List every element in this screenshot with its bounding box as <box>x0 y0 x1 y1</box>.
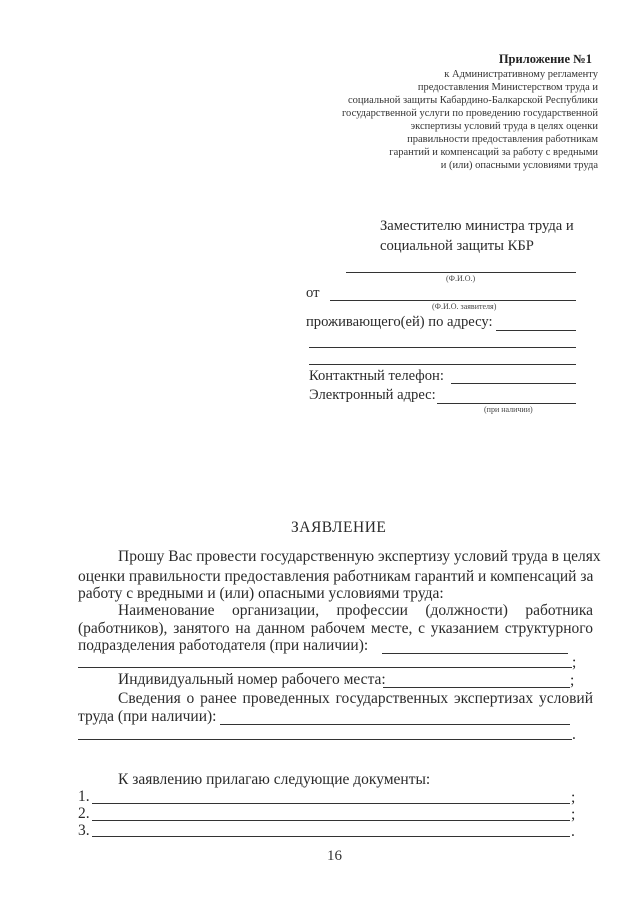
document-field-line <box>92 803 570 804</box>
appendix-line: предоставления Министерством труда и <box>417 82 598 93</box>
previous-expertise-line: Сведения о ранее проведенных государственных экспертизах условий <box>118 690 593 707</box>
address-field-line <box>496 330 576 331</box>
document-end-mark: . <box>571 823 575 840</box>
fio-field-line <box>346 272 576 273</box>
fio-caption: (Ф.И.О.) <box>446 274 476 283</box>
email-label: Электронный адрес: <box>309 387 436 403</box>
phone-field-line <box>451 383 576 384</box>
address-field-line <box>309 347 576 348</box>
document-field-line <box>92 836 570 837</box>
appendix-line: государственной услуги по проведению государственной <box>342 108 598 119</box>
phone-label: Контактный телефон: <box>309 368 444 384</box>
statement-title: ЗАЯВЛЕНИЕ <box>291 519 387 536</box>
organization-field-line <box>382 653 568 654</box>
appendix-line: экспертизы условий труда в целях оценки <box>410 121 598 132</box>
document-number: 2. <box>78 805 90 822</box>
document-number: 3. <box>78 822 90 839</box>
appendix-line: к Административному регламенту <box>444 69 598 80</box>
request-paragraph-line: Прошу Вас провести государственную экспертизу условий труда в целях <box>118 548 601 565</box>
appendix-line: и (или) опасными условиями труда <box>440 160 598 171</box>
appendix-line: гарантий и компенсаций за работу с вредными <box>389 147 598 158</box>
email-optional-caption: (при наличии) <box>484 405 533 414</box>
document-number: 1. <box>78 788 90 805</box>
previous-expertise-field-line <box>78 739 572 740</box>
document-end-mark: ; <box>571 806 576 823</box>
organization-paragraph-line: подразделения работодателя (при наличии): <box>78 637 369 654</box>
workplace-semicolon: ; <box>570 672 575 689</box>
previous-expertise-line: труда (при наличии): <box>78 708 217 725</box>
applicant-caption: (Ф.И.О. заявителя) <box>432 302 497 311</box>
workplace-number-field-line <box>383 687 570 688</box>
workplace-number-label: Индивидуальный номер рабочего места: <box>118 671 386 688</box>
email-field-line <box>437 403 576 404</box>
organization-field-line <box>78 667 572 668</box>
address-label: проживающего(ей) по адресу: <box>306 314 493 330</box>
organization-paragraph-line: (работников), занятого на данном рабочем месте, с указанием структурного <box>78 620 593 637</box>
page-number: 16 <box>327 848 342 864</box>
document-end-mark: ; <box>571 789 576 806</box>
applicant-field-line <box>330 300 576 301</box>
from-label: от <box>306 285 320 301</box>
attached-documents-label: К заявлению прилагаю следующие документы: <box>118 771 431 788</box>
appendix-line: социальной защиты Кабардино-Балкарской Республики <box>347 95 598 106</box>
previous-expertise-period: . <box>572 726 576 743</box>
appendix-line: правильности предоставления работникам <box>407 134 598 145</box>
request-paragraph-line: оценки правильности предоставления работникам гарантий и компенсаций за <box>78 568 594 585</box>
addressee-line: Заместителю министра труда и <box>380 218 574 234</box>
request-paragraph-line: работу с вредными и (или) опасными условиями труда: <box>78 585 444 602</box>
address-field-line <box>309 364 576 365</box>
document-field-line <box>92 820 570 821</box>
previous-expertise-field-line <box>220 724 570 725</box>
organization-paragraph-line: Наименование организации, профессии (должности) работника <box>118 602 593 619</box>
organization-semicolon: ; <box>572 654 577 671</box>
addressee-line: социальной защиты КБР <box>380 238 534 254</box>
appendix-title: Приложение №1 <box>498 52 592 66</box>
